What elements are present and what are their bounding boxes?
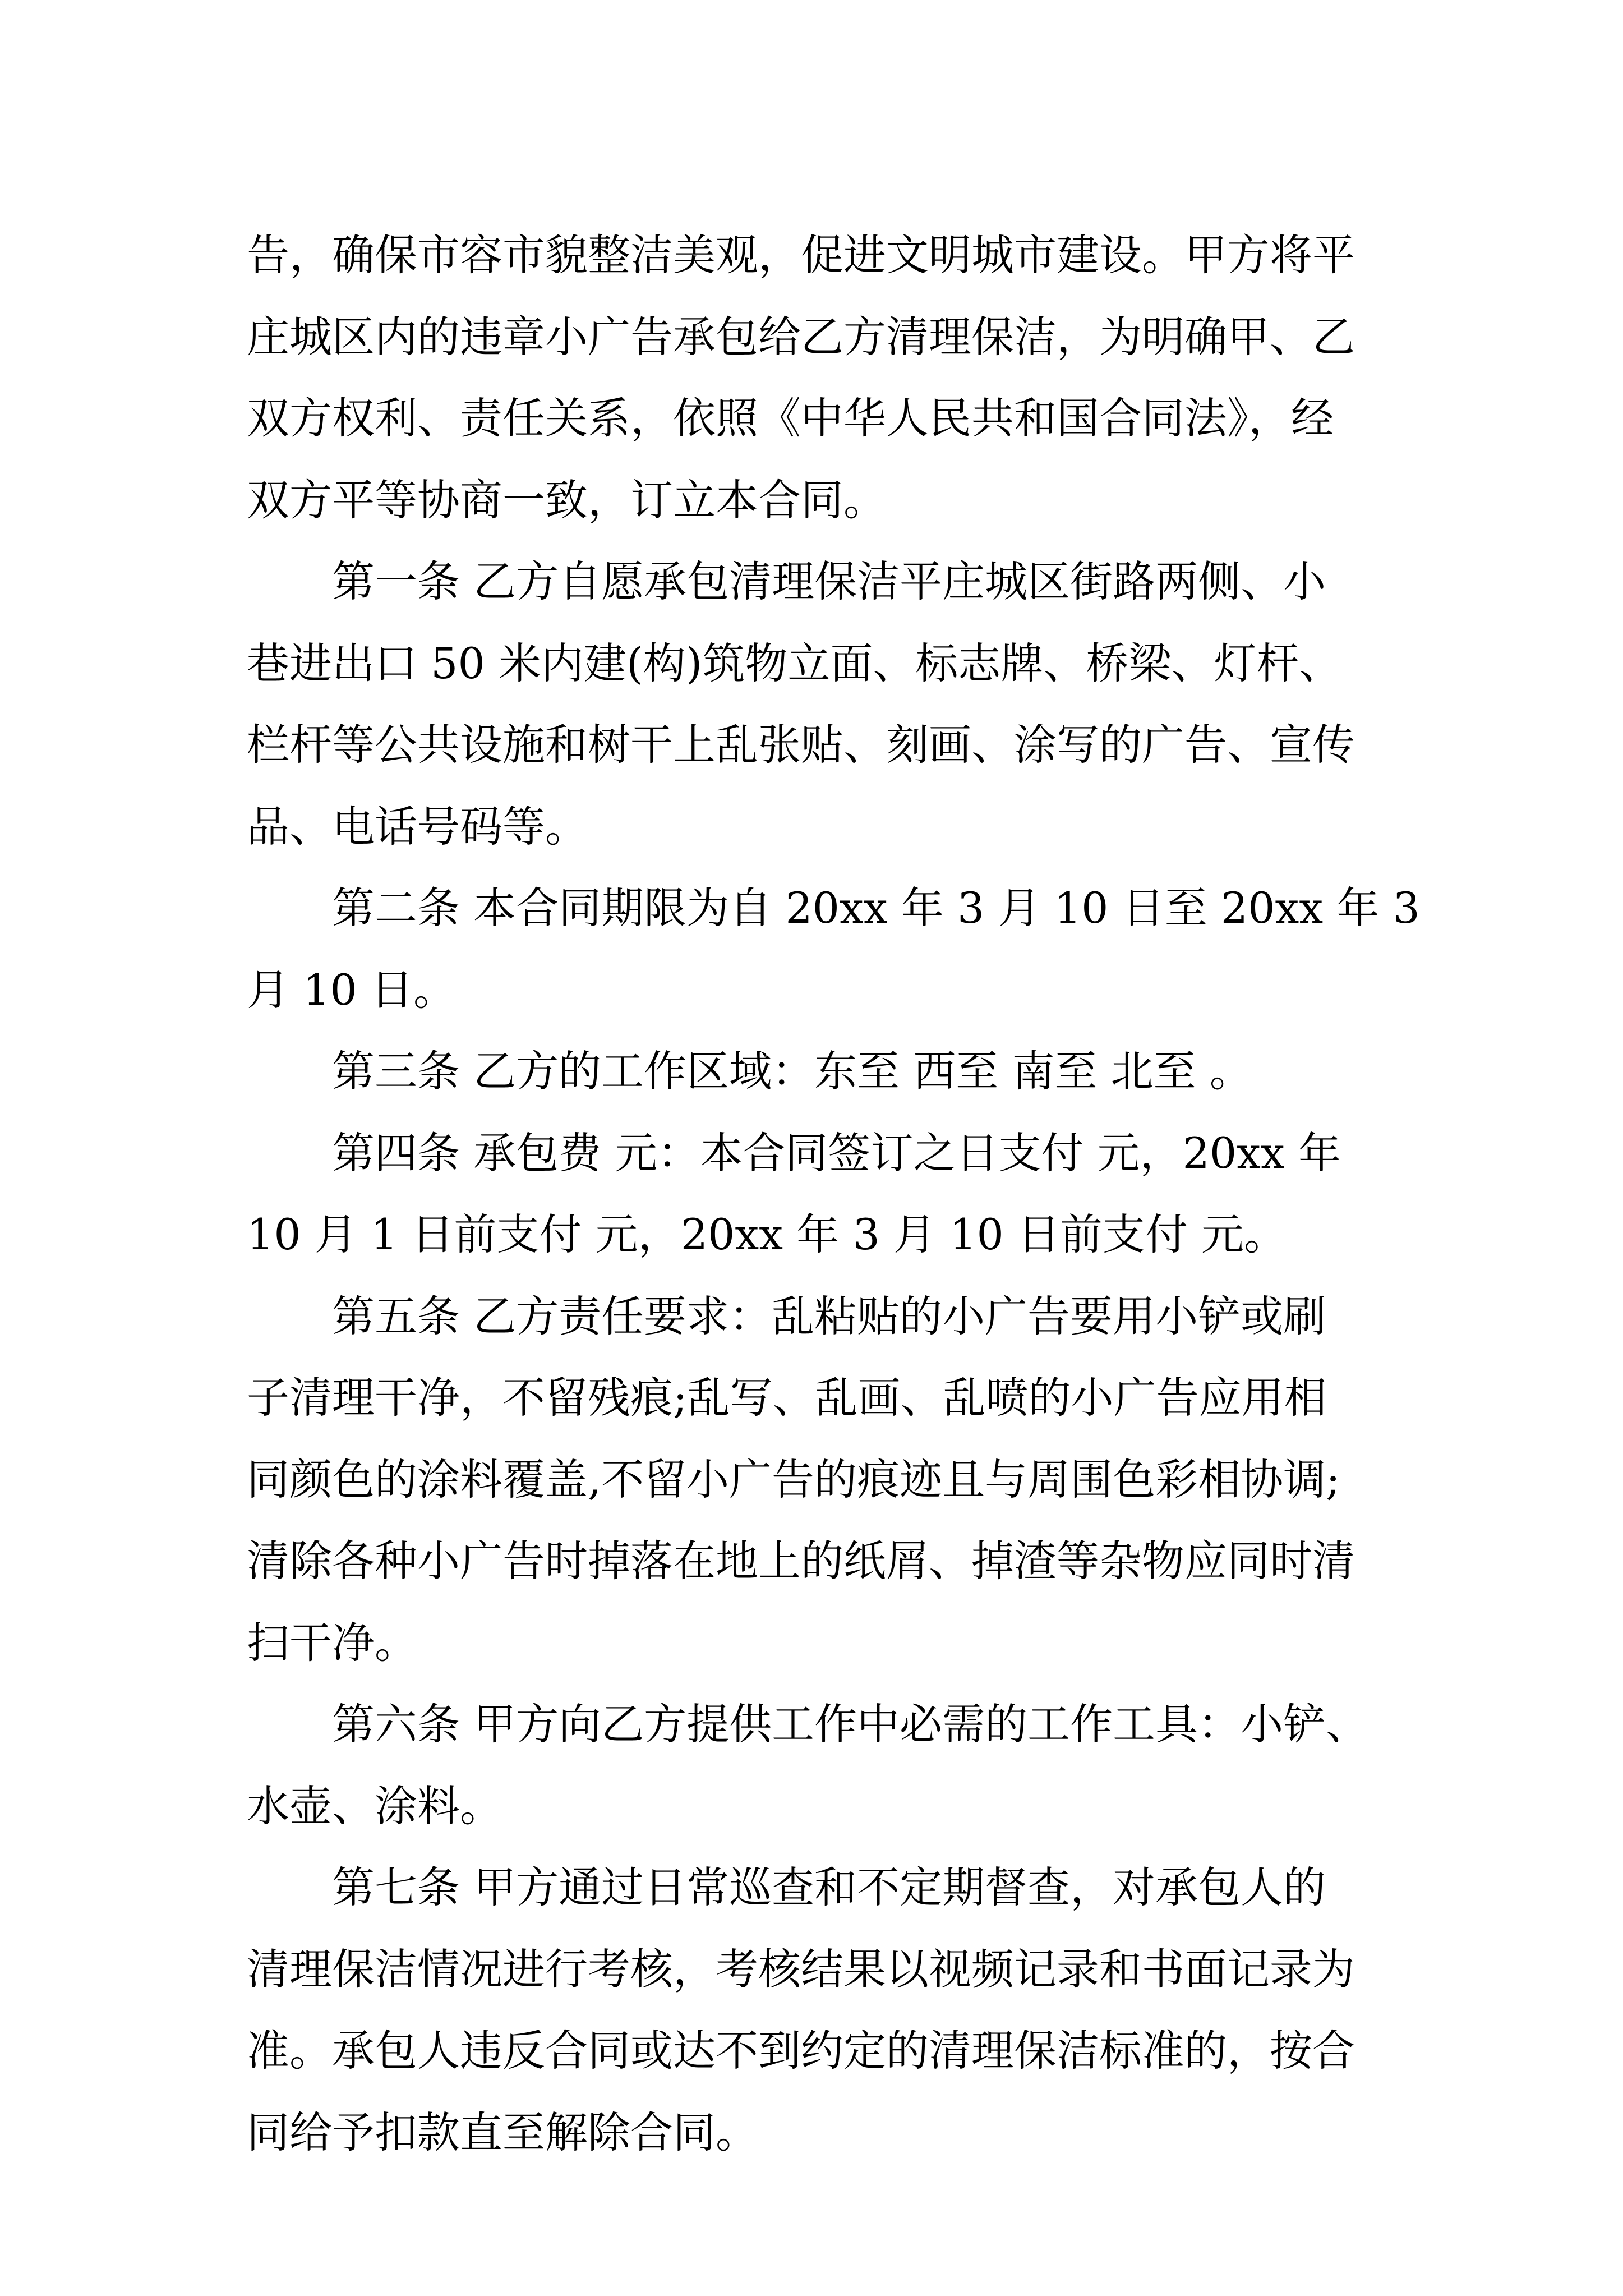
text-line: 庄城区内的违章小广告承包给乙方清理保洁，为明确甲、乙 xyxy=(247,311,1355,362)
article-2-paragraph xyxy=(247,867,1420,1030)
text-line: 准。承包人违反合同或达不到约定的清理保洁标准的，按合 xyxy=(247,2026,1355,2076)
text-line: 第七条 甲方通过日常巡查和不定期督查，对承包人的 xyxy=(332,1862,1326,1912)
article-4-paragraph xyxy=(247,1112,1374,1276)
text-line: 双方平等协商一致，订立本合同。 xyxy=(247,475,886,525)
text-line: 清理保洁情况进行考核，考核结果以视频记录和书面记录为 xyxy=(247,1944,1355,1994)
text-line: 栏杆等公共设施和树干上乱张贴、刻画、涂写的广告、宣传 xyxy=(247,720,1355,770)
text-line: 10 月 1 日前支付 元，20xx 年 3 月 10 日前支付 元。 xyxy=(247,1209,1287,1259)
text-line: 品、电话号码等。 xyxy=(247,801,588,852)
contract-body xyxy=(247,214,1420,2173)
text-line: 第一条 乙方自愿承包清理保洁平庄城区街路两侧、小 xyxy=(332,556,1326,606)
text-line: 同颜色的涂料覆盖,不留小广告的痕迹且与周围色彩相协调; xyxy=(247,1454,1340,1504)
text-line: 水壶、涂料。 xyxy=(247,1780,502,1831)
text-line: 第三条 乙方的工作区域：东至 西至 南至 北至 。 xyxy=(332,1046,1252,1096)
text-line: 告，确保市容市貌整洁美观，促进文明城市建设。甲方将平 xyxy=(247,230,1355,280)
intro-paragraph xyxy=(247,214,1374,541)
text-line: 子清理干净，不留残痕;乱写、乱画、乱喷的小广告应用相 xyxy=(247,1373,1327,1423)
text-line: 月 10 日。 xyxy=(247,964,457,1015)
text-line: 双方权利、责任关系，依照《中华人民共和国合同法》，经 xyxy=(247,393,1334,443)
article-3-paragraph xyxy=(247,1030,1374,1112)
text-line: 第五条 乙方责任要求：乱粘贴的小广告要用小铲或刷 xyxy=(332,1291,1326,1341)
text-line: 第六条 甲方向乙方提供工作中必需的工作工具：小铲、 xyxy=(332,1699,1369,1749)
text-line: 同给予扣款直至解除合同。 xyxy=(247,2107,758,2157)
text-line: 巷进出口 50 米内建(构)筑物立面、标志牌、桥梁、灯杆、 xyxy=(247,638,1342,688)
article-1-paragraph xyxy=(247,541,1374,867)
article-7-paragraph xyxy=(247,1847,1374,2173)
text-line: 清除各种小广告时掉落在地上的纸屑、掉渣等杂物应同时清 xyxy=(247,1536,1355,1586)
text-line: 扫干净。 xyxy=(247,1617,417,1668)
text-line: 第四条 承包费 元：本合同签订之日支付 元，20xx 年 xyxy=(332,1128,1341,1178)
article-5-paragraph xyxy=(247,1276,1374,1684)
text-line: 第二条 本合同期限为自 20xx 年 3 月 10 日至 20xx 年 3 xyxy=(332,883,1420,933)
article-6-paragraph xyxy=(247,1683,1374,1847)
